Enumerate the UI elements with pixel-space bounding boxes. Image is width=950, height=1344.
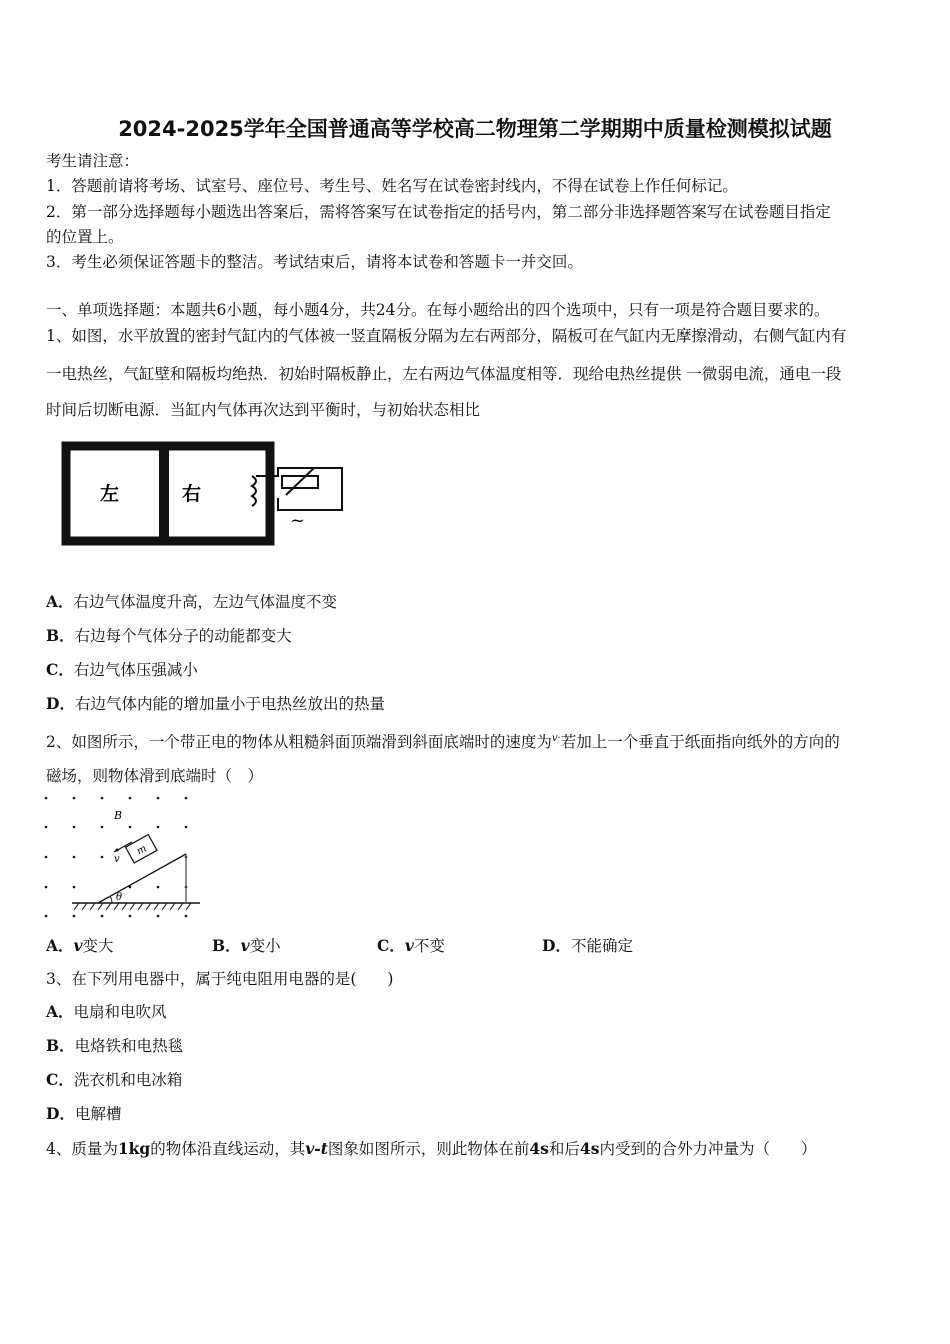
section-heading: 一、单项选择题：本题共6小题，每小题4分，共24分。在每小题给出的四个选项中，只有一项是符合题目要求的。 xyxy=(46,301,830,319)
svg-text:θ: θ xyxy=(116,892,123,903)
option-c[interactable]: C．洗衣机和电冰箱 xyxy=(46,1070,183,1089)
question-1-text: 1、如图，水平放置的密封气缸内的气体被一竖直隔板分隔为左右两部分，隔板可在气缸内无摩擦滑动，右侧气缸内有 xyxy=(46,327,847,345)
option-a[interactable]: A．电扇和电吹风 xyxy=(46,1002,167,1021)
notice-item: 2．第一部分选择题每小题选出答案后，需将答案写在试卷指定的括号内，第二部分非选择题答案写在试卷题目指定 xyxy=(46,203,831,221)
page-title: 2024-2025学年全国普通高等学校高二物理第二学期期中质量检测模拟试题 xyxy=(118,117,832,141)
option-b[interactable]: B．v变小 xyxy=(212,936,281,955)
notice-item: 1．答题前请将考场、试室号、座位号、考生号、姓名写在试卷密封线内，不得在试卷上作任何标记。 xyxy=(46,177,738,195)
notice-item: 的位置上。 xyxy=(46,228,124,246)
option-d[interactable]: D．电解槽 xyxy=(46,1104,122,1123)
option-b[interactable]: B．电烙铁和电热毯 xyxy=(46,1036,184,1055)
option-d[interactable]: D．不能确定 xyxy=(542,936,633,955)
question-2-text: 2、如图所示，一个带正电的物体从粗糙斜面顶端滑到斜面底端时的速度为$^{v\cdot}$若加上一个垂直于纸面指向纸外的方向的 xyxy=(46,733,840,752)
label-right: 右 xyxy=(182,483,202,505)
option-a[interactable]: A．v变大 xyxy=(46,936,114,955)
question-2-text: 磁场，则物体滑到底端时（ ） xyxy=(46,767,264,785)
svg-text:B: B xyxy=(114,809,123,822)
option-a[interactable]: A．右边气体温度升高，左边气体温度不变 xyxy=(46,592,338,611)
option-c[interactable]: C．右边气体压强减小 xyxy=(46,660,198,679)
question-1-text: 时间后切断电源．当缸内气体再次达到平衡时，与初始状态相比 xyxy=(46,401,481,419)
notice-heading: 考生请注意： xyxy=(46,152,140,170)
svg-text:v: v xyxy=(114,854,120,865)
option-b[interactable]: B．右边每个气体分子的动能都变大 xyxy=(46,626,292,645)
cylinder-figure xyxy=(60,440,360,550)
notice-item: 3．考生必须保证答题卡的整洁。考试结束后，请将本试卷和答题卡一并交回。 xyxy=(46,253,583,271)
question-1-text: 一电热丝，气缸壁和隔板均绝热．初始时隔板静止，左右两边气体温度相等．现给电热丝提供 一微弱电流，通电一段 xyxy=(46,365,842,383)
incline-figure xyxy=(40,790,220,925)
svg-text:m: m xyxy=(134,843,149,858)
question-4-text: 4、质量为1kg的物体沿直线运动，其v-t图象如图所示，则此物体在前4s和后4s内受到的合外力冲量为（ ） xyxy=(46,1139,817,1158)
question-3-text: 3、在下列用电器中，属于纯电阻用电器的是( ) xyxy=(46,970,394,988)
option-c[interactable]: C．v不变 xyxy=(377,936,445,955)
label-left: 左 xyxy=(100,483,120,505)
option-d[interactable]: D．右边气体内能的增加量小于电热丝放出的热量 xyxy=(46,694,385,713)
label-ac: ~ xyxy=(290,510,306,531)
